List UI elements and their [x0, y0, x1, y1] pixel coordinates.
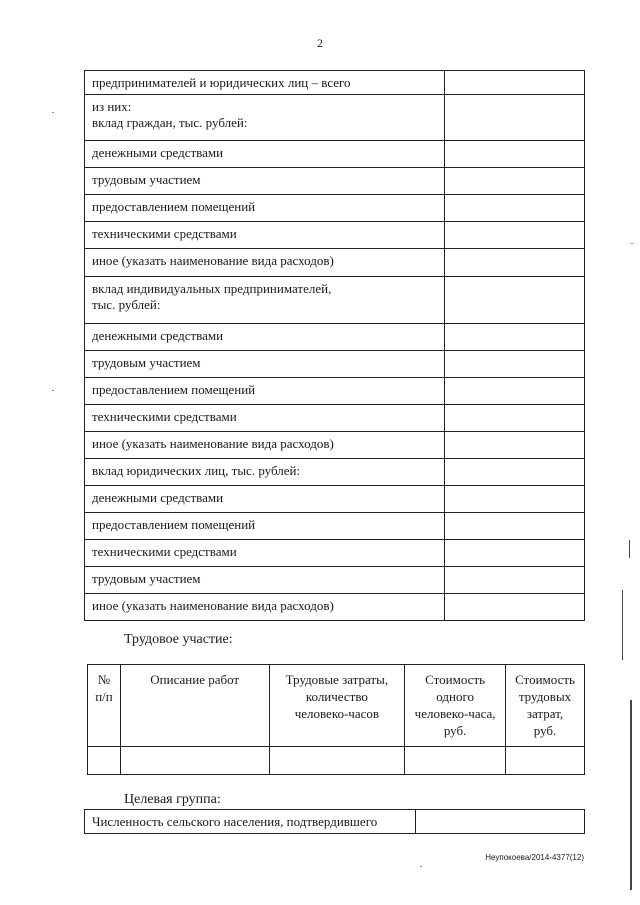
header-work-description: Описание работ: [120, 665, 269, 747]
row-label: иное (указать наименование вида расходов): [85, 432, 445, 459]
cell-work-description[interactable]: [120, 747, 269, 775]
row-value[interactable]: [445, 459, 585, 486]
scan-dot: [631, 243, 633, 244]
target-group-value[interactable]: [416, 810, 585, 834]
table-row: [85, 168, 585, 195]
row-value[interactable]: [445, 249, 585, 277]
table-row: [85, 432, 585, 459]
row-label: трудовым участием: [85, 567, 445, 594]
cell-total-labor-cost[interactable]: [506, 747, 585, 775]
row-label: предпринимателей и юридических лиц – всего: [85, 71, 445, 95]
row-value[interactable]: [445, 141, 585, 168]
table-row: [85, 195, 585, 222]
table-row: [85, 594, 585, 621]
scan-edge-mark: [629, 540, 630, 558]
scan-edge-mark: [622, 590, 623, 660]
table-row: [85, 486, 585, 513]
row-value[interactable]: [445, 513, 585, 540]
row-label: техническими средствами: [85, 222, 445, 249]
document-code: Неупокоева/2014-4377(12): [485, 853, 584, 862]
row-value[interactable]: [445, 378, 585, 405]
row-value[interactable]: [445, 351, 585, 378]
row-label: иное (указать наименование вида расходов): [85, 594, 445, 621]
table-row: [85, 351, 585, 378]
table-row: [85, 71, 585, 95]
table-row: [85, 141, 585, 168]
target-group-label: Численность сельского населения, подтвердившего: [85, 810, 416, 834]
row-value[interactable]: [445, 324, 585, 351]
header-hour-cost: Стоимость одного человеко-часа, руб.: [405, 665, 506, 747]
row-value[interactable]: [445, 405, 585, 432]
header-labor-costs: Трудовые затраты, количество человеко-часов: [269, 665, 405, 747]
contribution-table: [84, 70, 585, 621]
table-row: [85, 249, 585, 277]
row-label: денежными средствами: [85, 324, 445, 351]
table-row: [85, 513, 585, 540]
target-group-table: [84, 809, 585, 834]
scan-dot: [52, 112, 54, 113]
row-label: вклад юридических лиц, тыс. рублей:: [85, 459, 445, 486]
table-row: [85, 540, 585, 567]
table-row: [85, 222, 585, 249]
cell-labor-costs[interactable]: [269, 747, 405, 775]
row-value[interactable]: [445, 277, 585, 324]
scan-dot: [420, 866, 422, 867]
row-label: техническими средствами: [85, 405, 445, 432]
row-value[interactable]: [445, 486, 585, 513]
row-value[interactable]: [445, 432, 585, 459]
table-row: [85, 378, 585, 405]
scan-edge-mark: [630, 700, 632, 890]
labor-section-title: Трудовое участие:: [124, 632, 233, 647]
row-label: из них: вклад граждан, тыс. рублей:: [85, 95, 445, 141]
contribution-table-body: [85, 71, 585, 621]
row-label: трудовым участием: [85, 168, 445, 195]
table-row: [85, 324, 585, 351]
header-total-labor-cost: Стоимость трудовых затрат, руб.: [506, 665, 585, 747]
row-label: денежными средствами: [85, 141, 445, 168]
table-row: [85, 567, 585, 594]
row-label: техническими средствами: [85, 540, 445, 567]
cell-hour-cost[interactable]: [405, 747, 506, 775]
row-value[interactable]: [445, 567, 585, 594]
row-label: трудовым участием: [85, 351, 445, 378]
labor-table-header-row: [88, 665, 585, 747]
row-value[interactable]: [445, 195, 585, 222]
page-number: 2: [317, 36, 323, 50]
row-value[interactable]: [445, 222, 585, 249]
row-value[interactable]: [445, 95, 585, 141]
cell-number[interactable]: [88, 747, 121, 775]
row-value[interactable]: [445, 71, 585, 95]
table-row: [85, 405, 585, 432]
row-value[interactable]: [445, 540, 585, 567]
table-row: [85, 95, 585, 141]
row-label: вклад индивидуальных предпринимателей, тыс. рублей:: [85, 277, 445, 324]
row-value[interactable]: [445, 168, 585, 195]
table-row: [85, 277, 585, 324]
labor-table: [87, 664, 585, 775]
target-group-title: Целевая группа:: [124, 792, 221, 807]
row-label: денежными средствами: [85, 486, 445, 513]
row-value[interactable]: [445, 594, 585, 621]
table-row: [88, 747, 585, 775]
table-row: [85, 459, 585, 486]
table-row: [85, 810, 585, 834]
header-number: № п/п: [88, 665, 121, 747]
scan-dot: [52, 390, 54, 391]
row-label: предоставлением помещений: [85, 195, 445, 222]
row-label: предоставлением помещений: [85, 513, 445, 540]
row-label: предоставлением помещений: [85, 378, 445, 405]
row-label: иное (указать наименование вида расходов): [85, 249, 445, 277]
